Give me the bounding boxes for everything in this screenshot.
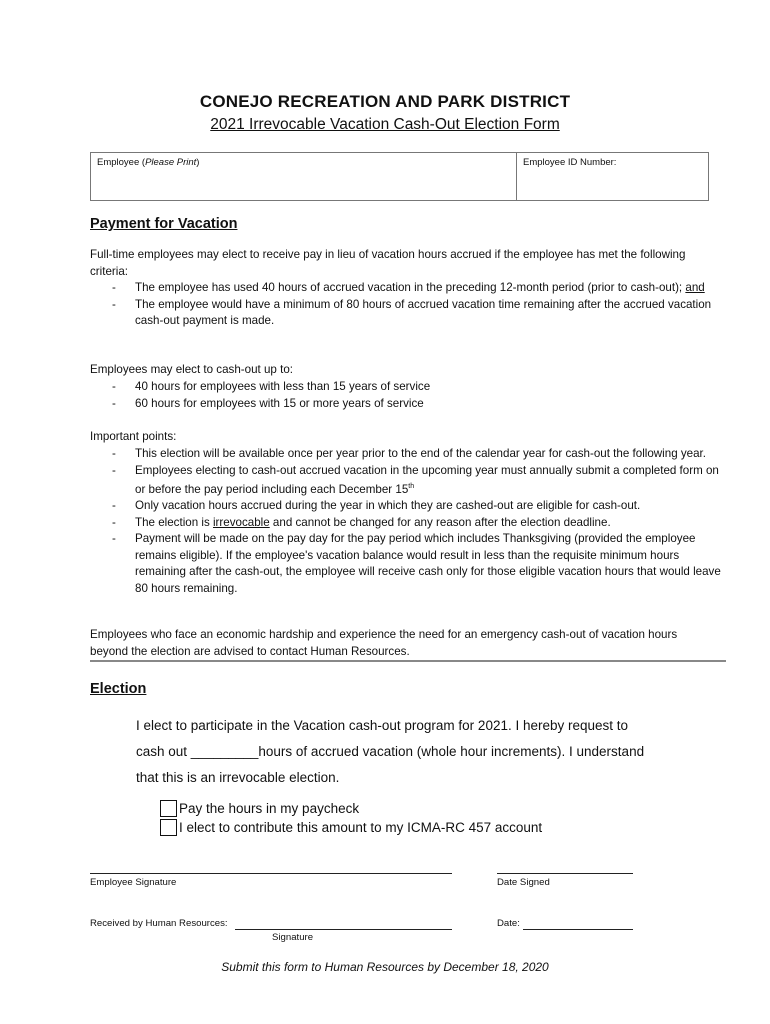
- date-signed-line[interactable]: [497, 873, 633, 874]
- cashout-list: [90, 379, 722, 412]
- list-item: - Only vacation hours accrued during the year in which they are cashed-out are eligible for cash-out.: [90, 498, 730, 515]
- icma-label: I elect to contribute this amount to my ICMA-RC 457 account: [179, 820, 543, 835]
- hr-signature-line[interactable]: [235, 929, 452, 930]
- hours-input[interactable]: _________: [190, 744, 259, 759]
- election-heading: Election: [90, 681, 147, 697]
- hr-signature-label: Signature: [272, 932, 314, 943]
- submission-note: Submit this form to Human Resources by December 18, 2020: [221, 960, 549, 974]
- list-item: - The election is irrevocable and cannot be changed for any reason after the election deadline.: [90, 515, 730, 532]
- list-item: - Employees electing to cash-out accrued vacation in the upcoming year must annually submit a completed form on or before the pay period including each December 15th: [90, 463, 730, 499]
- list-item: - 40 hours for employees with less than 15 years of service: [90, 379, 722, 396]
- page-title: CONEJO RECREATION AND PARK DISTRICT: [199, 92, 571, 111]
- list-item: - 60 hours for employees with 15 or more years of service: [90, 396, 722, 413]
- employee-id-label: Employee ID Number:: [523, 157, 617, 168]
- election-text: [136, 713, 736, 791]
- hardship-note: Employees who face an economic hardship and experience the need for an emergency cash-out of vacation hours beyond the election are advised to contact Human Resources.: [90, 628, 678, 658]
- paycheck-label: Pay the hours in my paycheck: [179, 801, 360, 816]
- payment-intro: Full-time employees may elect to receive pay in lieu of vacation hours accrued if the employee has met the following criteria:: [90, 248, 686, 278]
- cashout-intro: Employees may elect to cash-out up to:: [90, 363, 293, 376]
- option-paycheck[interactable]: [160, 799, 359, 818]
- date-label: Date:: [497, 918, 520, 929]
- criteria-list: [90, 280, 722, 330]
- employee-signature-line[interactable]: [90, 873, 452, 874]
- important-intro: Important points:: [90, 430, 177, 443]
- election-line-2: cash out _________hours of accrued vacation (whole hour increments). I understand: [136, 744, 645, 759]
- election-line-1: I elect to participate in the Vacation cash-out program for 2021. I hereby request to: [136, 718, 629, 733]
- list-item: - Payment will be made on the pay day for the pay period which includes Thanksgiving (provided the employee remains eligible). If the employee's vacation balance would result in less than the requisite minimum hours remaining after the cash-out, the employee will receive cash only for those eligible vacation hours that would leave 80 hours remaining.: [90, 531, 730, 597]
- employee-name-label: Employee (Please Print): [97, 157, 200, 168]
- option-icma[interactable]: [160, 818, 542, 837]
- important-list: [90, 446, 730, 597]
- payment-heading: Payment for Vacation: [90, 216, 238, 232]
- icma-checkbox[interactable]: [160, 819, 177, 836]
- list-item: - This election will be available once per year prior to the end of the calendar year for cash-out the following year.: [90, 446, 730, 463]
- received-by-label: Received by Human Resources:: [90, 918, 228, 929]
- section-divider: [90, 660, 726, 662]
- paycheck-checkbox[interactable]: [160, 800, 177, 817]
- hr-date-line[interactable]: [523, 929, 633, 930]
- election-line-3: that this is an irrevocable election.: [136, 770, 340, 785]
- form-subtitle: 2021 Irrevocable Vacation Cash-Out Election Form: [210, 116, 560, 133]
- date-signed-label: Date Signed: [497, 877, 550, 888]
- list-item: - The employee would have a minimum of 80 hours of accrued vacation time remaining after the accrued vacation cash-out payment is made.: [90, 297, 722, 330]
- employee-name-cell[interactable]: [91, 153, 517, 200]
- employee-id-cell[interactable]: [517, 153, 708, 200]
- employee-info-table: [90, 152, 709, 201]
- list-item: - The employee has used 40 hours of accrued vacation in the preceding 12-month period (prior to cash-out); and: [90, 280, 722, 297]
- employee-signature-label: Employee Signature: [90, 877, 177, 888]
